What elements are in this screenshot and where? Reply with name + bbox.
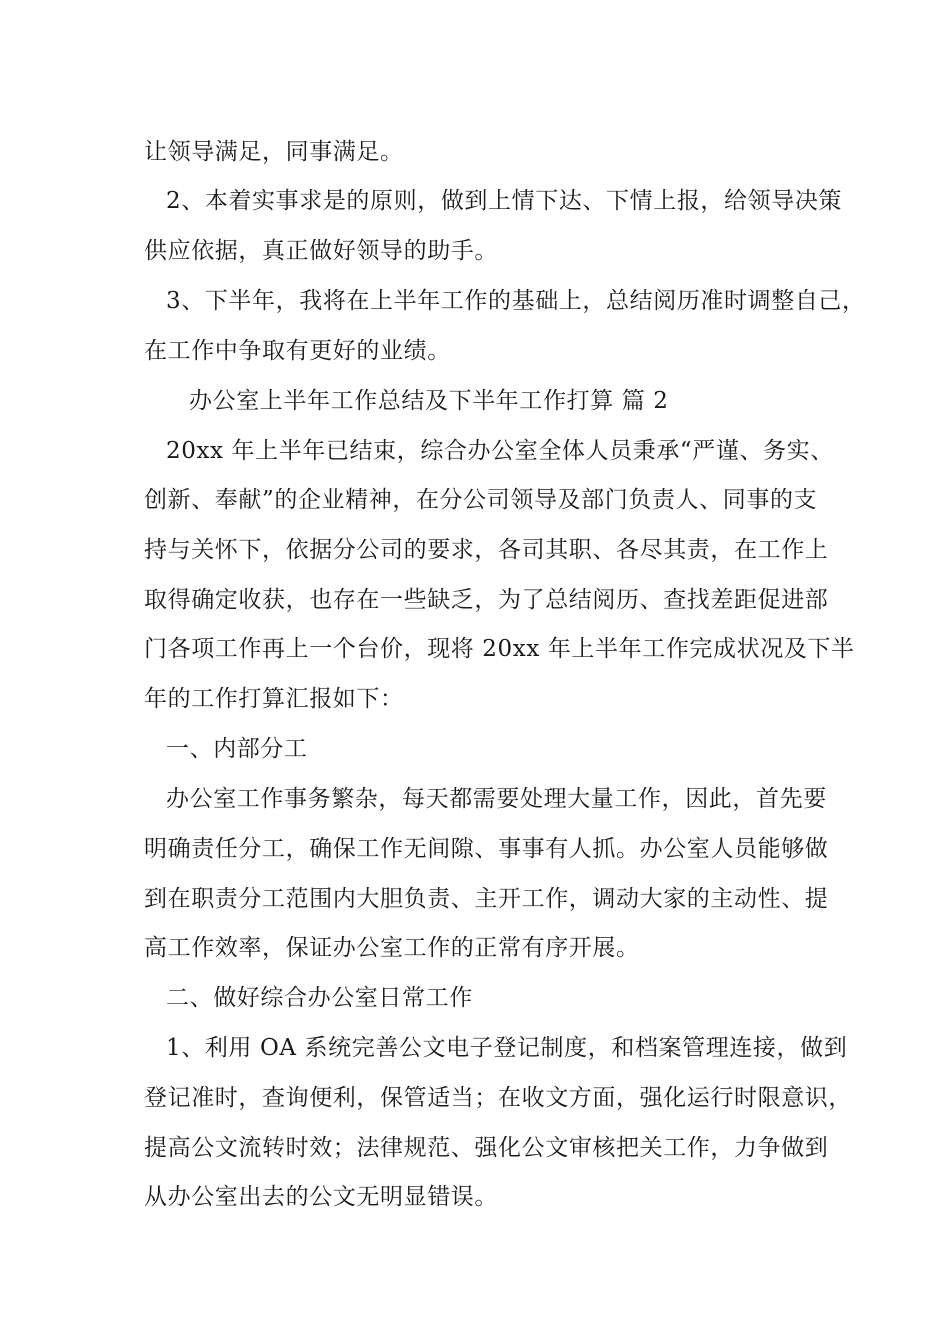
paragraph-line: 让领导满足，同事满足。	[144, 139, 404, 165]
paragraph-line: 创新、奉献”的企业精神，在分公司领导及部门负责人、同事的支	[144, 487, 818, 513]
paragraph-line: 提高公文流转时效；法律规范、强化公文审核把关工作，力争做到	[144, 1135, 829, 1161]
paragraph-line: 持与关怀下，依据分公司的要求，各司其职、各尽其责，在工作上	[144, 537, 829, 563]
paragraph-line: 高工作效率，保证办公室工作的正常有序开展。	[144, 935, 640, 961]
paragraph-line: 办公室工作事务繁杂，每天都需要处理大量工作，因此，首先要	[166, 786, 827, 812]
paragraph-line: 3、下半年，我将在上半年工作的基础上，总结阅历准时调整自己，	[166, 288, 866, 314]
paragraph-line: 登记准时，查询便利，保管适当；在收文方面，强化运行时限意识，	[144, 1085, 852, 1111]
heading-2: 二、做好综合办公室日常工作	[166, 985, 473, 1011]
paragraph-line: 2、本着实事求是的原则，做到上情下达、下情上报，给领导决策	[166, 188, 843, 214]
paragraph-line: 1、利用 OA 系统完善公文电子登记制度，和档案管理连接，做到	[166, 1035, 848, 1061]
section-title: 办公室上半年工作总结及下半年工作打算 篇 2	[189, 388, 669, 414]
paragraph-line: 供应依据，真正做好领导的助手。	[144, 238, 498, 264]
paragraph-line: 门各项工作再上一个台价，现将 20xx 年上半年工作完成状况及下半	[144, 636, 855, 662]
paragraph-line: 从办公室出去的公文无明显错误。	[144, 1184, 498, 1210]
paragraph-line: 取得确定收获，也存在一些缺乏，为了总结阅历、查找差距促进部	[144, 587, 829, 613]
paragraph-line: 20xx 年上半年已结束，综合办公室全体人员秉承“严谨、务实、	[166, 438, 834, 464]
paragraph-line: 年的工作打算汇报如下：	[144, 686, 404, 712]
paragraph-line: 到在职责分工范围内大胆负责、主开工作，调动大家的主动性、提	[144, 886, 829, 912]
paragraph-line: 在工作中争取有更好的业绩。	[144, 338, 451, 364]
paragraph-line: 明确责任分工，确保工作无间隙、事事有人抓。办公室人员能够做	[144, 836, 829, 862]
heading-1: 一、内部分工	[166, 736, 308, 762]
